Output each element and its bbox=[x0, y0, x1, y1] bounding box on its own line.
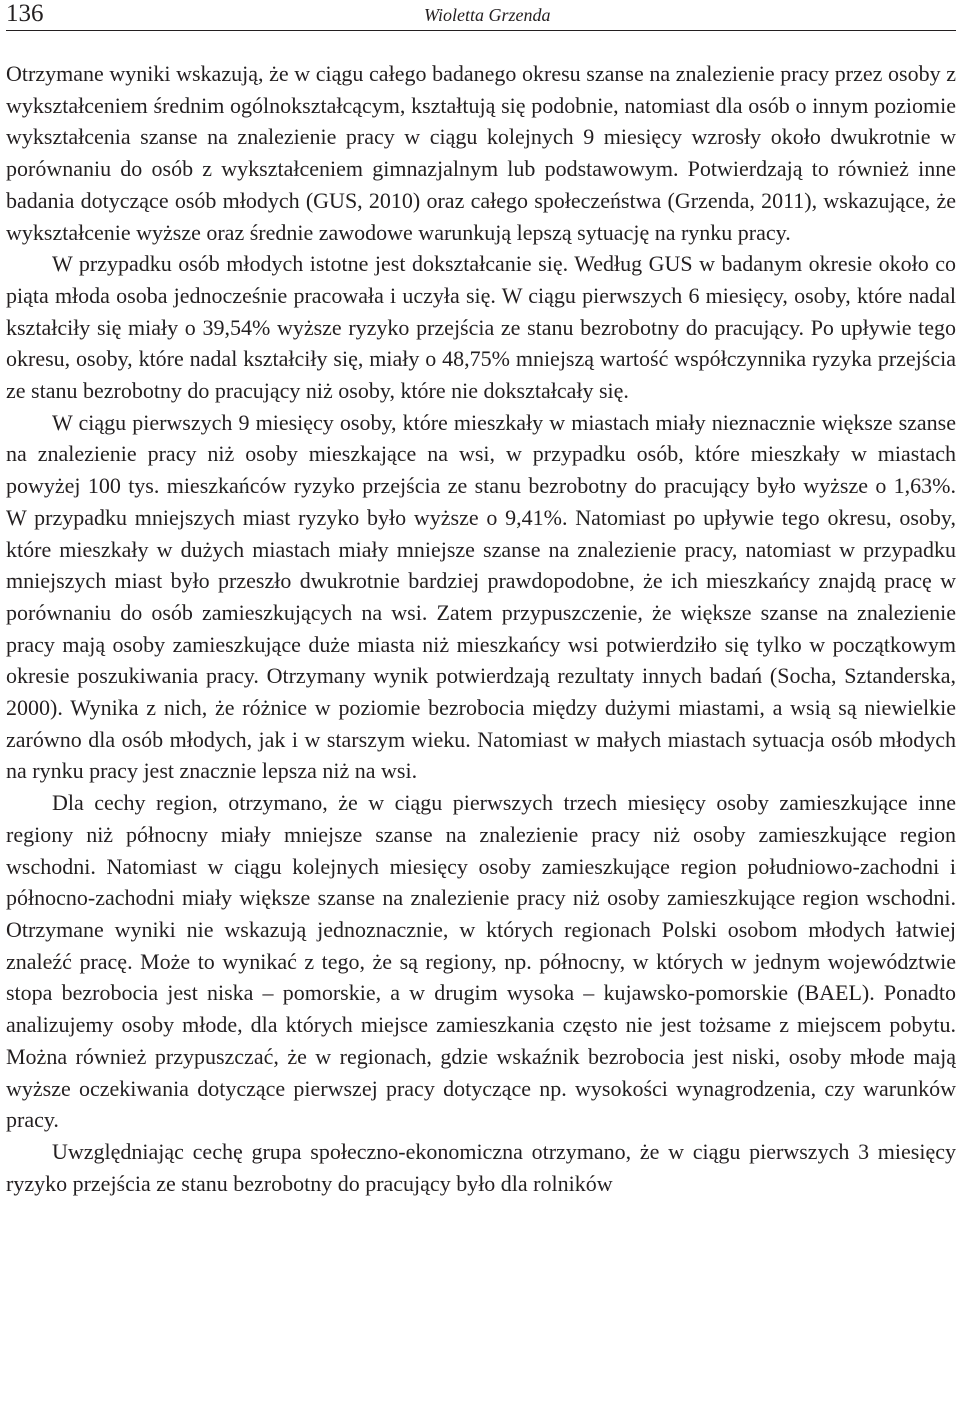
paragraph: W ciągu pierwszych 9 miesięcy osoby, które mieszkały w miastach miały nieznacznie większe szanse na znalezienie pracy niż osoby mieszkające na wsi, w przypadku osób, które mieszkały w miastach powyżej 100 tys. mieszkańców ryzyko przejścia ze stanu bezrobotny do pracujący było wyższe o 1,63%. W przypadku mniejszych miast ryzyko było wyższe o 9,41%. Natomiast po upływie tego okresu, osoby, które mieszkały w dużych miastach miały mniejsze szanse na znalezienie pracy, natomiast w przypadku mniejszych miast było przeszło dwukrotnie bardziej prawdopodobne, że ich mieszkańcy znajdą pracę w porównaniu do osób zamieszkujących na wsi. Zatem przypuszczenie, że większe szanse na znalezienie pracy mają osoby zamieszkujące duże miasta niż mieszkańcy wsi potwierdziło się tylko w początkowym okresie poszukiwania pracy. Otrzymany wynik potwierdzają rezultaty innych badań (Socha, Sztanderska, 2000). Wynika z nich, że różnice w poziomie bezrobocia między dużymi miastami, a wsią są niewielkie zarówno dla osób młodych, jak i w starszym wieku. Natomiast w małych miastach sytuacja osób młodych na rynku pracy jest znacznie lepsza niż na wsi. bbox=[6, 409, 956, 784]
body-text bbox=[6, 58, 956, 1199]
running-header bbox=[6, 0, 956, 31]
page-number: 136 bbox=[6, 0, 44, 27]
paragraph: W przypadku osób młodych istotne jest dokształcanie się. Według GUS w badanym okresie około co piąta młoda osoba jednocześnie pracowała i uczyła się. W ciągu pierwszych 6 miesięcy, osoby, które nadal kształciły się miały o 39,54% wyższe ryzyko przejścia ze stanu bezrobotny do pracujący. Po upływie tego okresu, osoby, które nadal kształciły się, miały o 48,75% mniejszą wartość współczynnika ryzyka przejścia ze stanu bezrobotny do pracujący niż osoby, które nie dokształcały się. bbox=[6, 251, 956, 404]
paragraph: Dla cechy region, otrzymano, że w ciągu pierwszych trzech miesięcy osoby zamieszkujące inne regiony niż północny miały mniejsze szanse na znalezienie pracy niż osoby zamieszkujące region wschodni. Natomiast w ciągu kolejnych miesięcy osoby zamieszkujące region południowo-zachodni i północno-zachodni miały większe szanse na znalezienie pracy niż osoby zamieszkujące region wschodni. Otrzymane wyniki nie wskazują jednoznacznie, w których regionach Polski osobom młodych łatwiej znaleźć pracę. Może to wynikać z tego, że są regiony, np. północny, w których w jednym województwie stopa bezrobocia jest niska – pomorskie, a w drugim wysoka – kujawsko-pomorskie (BAEL). Ponadto analizujemy osoby młode, dla których miejsce zamieszkania często nie jest tożsame z miejscem pobytu. Można również przypuszczać, że w regionach, gdzie wskaźnik bezrobocia jest niski, osoby młode mają wyższe oczekiwania dotyczące pierwszej pracy dotyczące np. wysokości wynagrodzenia, czy warunków pracy. bbox=[6, 790, 956, 1133]
running-header-author: Wioletta Grzenda bbox=[424, 5, 551, 25]
document-page bbox=[6, 0, 956, 1423]
paragraph: Uwzględniając cechę grupa społeczno-ekonomiczna otrzymano, że w ciągu pierwszych 3 miesięcy ryzyko przejścia ze stanu bezrobotny do pracujący było dla rolników bbox=[6, 1138, 956, 1196]
paragraph: Otrzymane wyniki wskazują, że w ciągu całego badanego okresu szanse na znalezienie pracy przez osoby z wykształceniem średnim ogólnokształcącym, kształtują się podobnie, natomiast dla osób o innym poziomie wykształcenia szanse na znalezienie pracy w ciągu kolejnych 9 miesięcy wzrosły około dwukrotnie w porównaniu do osób z wykształceniem gimnazjalnym lub podstawowym. Potwierdzają to również inne badania dotyczące osób młodych (GUS, 2010) oraz całego społeczeństwa (Grzenda, 2011), wskazujące, że wykształcenie wyższe oraz średnie zawodowe warunkują lepszą sytuację na rynku pracy. bbox=[6, 61, 956, 245]
